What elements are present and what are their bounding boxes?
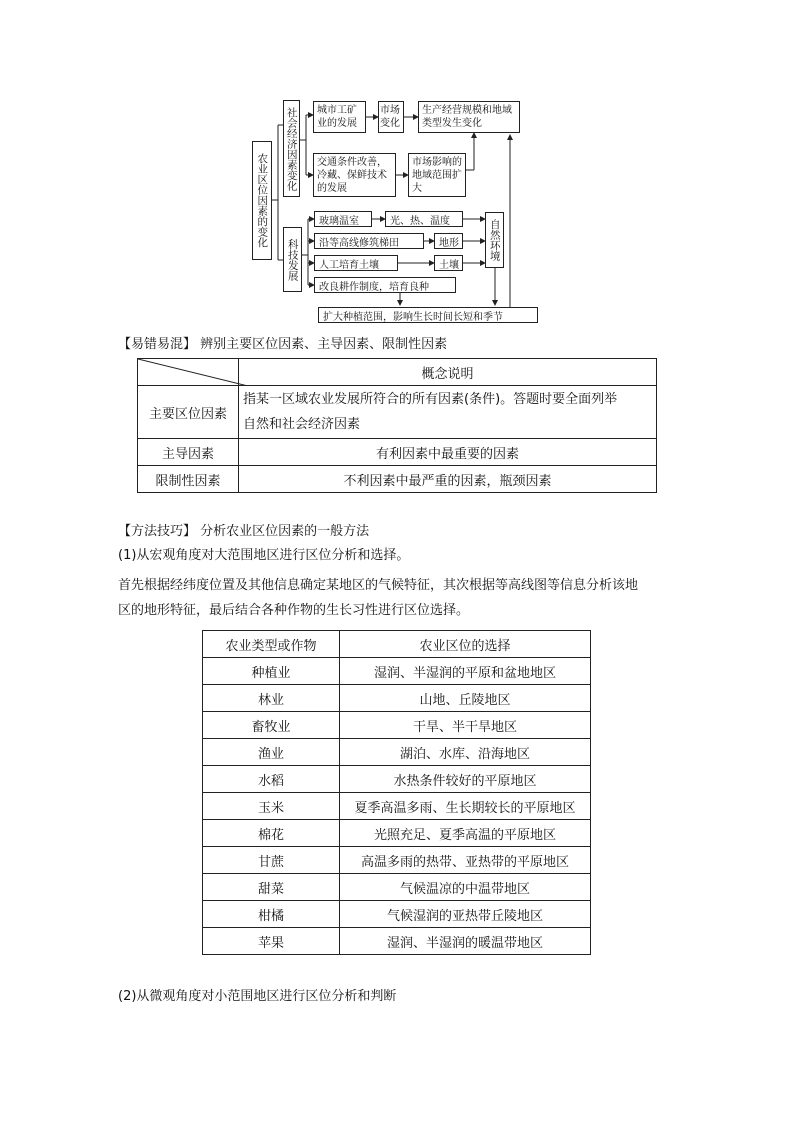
section1-heading: 【易错易混】 辨别主要区位因素、主导因素、限制性因素 — [118, 337, 448, 352]
expand-box: 扩大种植范围，影响生长时间长短和季节 — [318, 307, 538, 323]
greenhouse-box: 玻璃温室 — [314, 211, 372, 227]
terrain-box: 地形 — [434, 233, 463, 249]
section2-heading: 【方法技巧】 分析农业区位因素的一般方法 — [118, 524, 370, 539]
paragraph-3: (2)从微观角度对小范围地区进行区位分析和判断 — [118, 989, 397, 1004]
crop-cell: 甜菜 — [203, 874, 340, 901]
table-row — [203, 901, 591, 928]
desc-cell: 有利因素中最重要的因素 — [239, 439, 657, 466]
market-range-box: 市场影响的地域范围扩大 — [408, 153, 466, 197]
table-row — [203, 658, 591, 685]
improve-box: 改良耕作制度，培育良种 — [314, 277, 456, 293]
location-cell: 山地、丘陵地区 — [340, 685, 591, 712]
transport-box: 交通条件改善，冷藏、保鲜技术的发展 — [313, 153, 396, 197]
location-cell: 水热条件较好的平原地区 — [340, 766, 591, 793]
header-cell: 概念说明 — [239, 359, 657, 386]
term-cell: 主要区位因素 — [138, 386, 239, 439]
desc-cell — [239, 386, 657, 439]
paragraph-2a: 首先根据经纬度位置及其他信息确定某地区的气候特征，其次根据等高线图等信息分析该地 — [118, 578, 639, 593]
crop-cell: 水稻 — [203, 766, 340, 793]
diagonal-line — [138, 359, 248, 386]
table-row — [138, 466, 657, 493]
crop-location-table — [202, 630, 591, 955]
crop-cell: 林业 — [203, 685, 340, 712]
desc-line: 自然和社会经济因素 — [243, 417, 361, 432]
soil-box: 土壤 — [434, 255, 463, 271]
header-cell: 农业类型或作物 — [203, 631, 340, 658]
location-cell: 高温多雨的热带、亚热带的平原地区 — [340, 847, 591, 874]
location-cell: 湿润、半湿润的暖温带地区 — [340, 928, 591, 955]
nature-box: 自然环境 — [485, 212, 504, 268]
table-row — [138, 359, 657, 386]
table-row — [203, 820, 591, 847]
table-row — [203, 928, 591, 955]
table-row — [203, 874, 591, 901]
production-box: 生产经营规模和地域类型发生变化 — [418, 101, 520, 133]
market-change-box: 市场变化 — [378, 101, 404, 133]
table-row — [203, 712, 591, 739]
crop-cell: 棉花 — [203, 820, 340, 847]
term-cell: 主导因素 — [138, 439, 239, 466]
table-row — [203, 766, 591, 793]
desc-line: 指某一区域农业发展所符合的所有因素(条件)。答题时要全面列举 — [243, 392, 618, 407]
paragraph-1: (1)从宏观角度对大范围地区进行区位分析和选择。 — [118, 548, 410, 563]
location-cell: 夏季高温多雨、生长期较长的平原地区 — [340, 793, 591, 820]
table-row — [138, 386, 657, 439]
diagonal-header-cell — [138, 359, 239, 386]
crop-rows — [203, 658, 591, 955]
light-box: 光、热、温度 — [385, 211, 463, 227]
paragraph-2b: 区的地形特征，最后结合各种作物的生长习性进行区位选择。 — [118, 603, 470, 618]
location-cell: 湿润、半湿润的平原和盆地地区 — [340, 658, 591, 685]
concept-table — [137, 358, 657, 493]
location-cell: 气候温凉的中温带地区 — [340, 874, 591, 901]
term-cell: 限制性因素 — [138, 466, 239, 493]
crop-cell: 苹果 — [203, 928, 340, 955]
table-row — [203, 685, 591, 712]
desc-cell: 不利因素中最严重的因素，瓶颈因素 — [239, 466, 657, 493]
table-row — [203, 631, 591, 658]
table-row — [203, 739, 591, 766]
crop-cell: 玉米 — [203, 793, 340, 820]
location-cell: 气候湿润的亚热带丘陵地区 — [340, 901, 591, 928]
header-cell: 农业区位的选择 — [340, 631, 591, 658]
tech-box: 科技发展 — [283, 227, 302, 292]
table-row — [203, 793, 591, 820]
crop-cell: 种植业 — [203, 658, 340, 685]
crop-cell: 柑橘 — [203, 901, 340, 928]
location-cell: 光照充足、夏季高温的平原地区 — [340, 820, 591, 847]
city-box: 城市工矿业的发展 — [313, 101, 366, 133]
crop-cell: 渔业 — [203, 739, 340, 766]
soil-cult-box: 人工培育土壤 — [314, 255, 398, 271]
table-row — [203, 847, 591, 874]
location-cell: 湖泊、水库、沿海地区 — [340, 739, 591, 766]
location-cell: 干旱、半干旱地区 — [340, 712, 591, 739]
social-box: 社会经济因素变化 — [283, 100, 300, 197]
terrace-box: 沿等高线修筑梯田 — [314, 233, 424, 249]
crop-cell: 畜牧业 — [203, 712, 340, 739]
table-row — [138, 439, 657, 466]
crop-cell: 甘蔗 — [203, 847, 340, 874]
root-box: 农业区位因素的变化 — [252, 141, 272, 260]
